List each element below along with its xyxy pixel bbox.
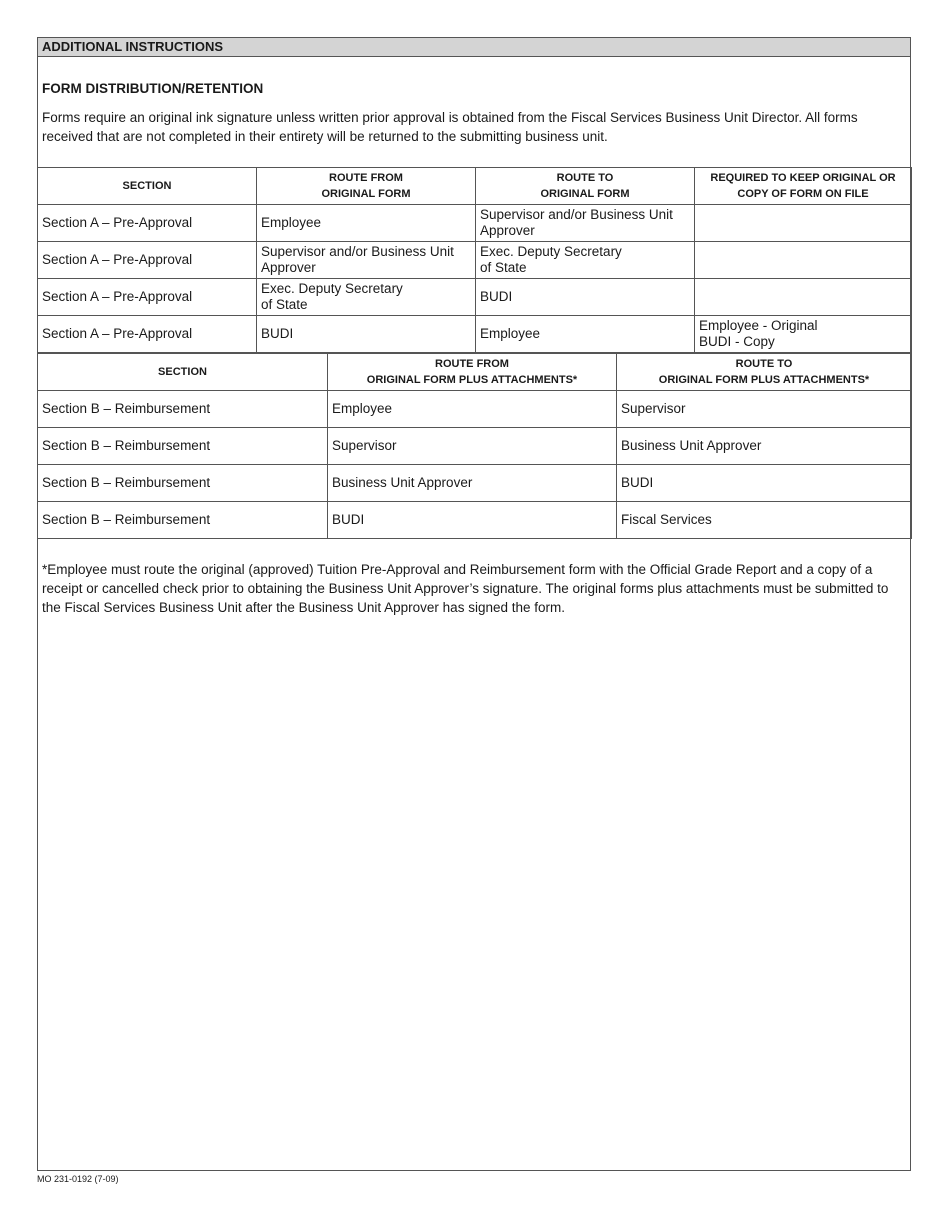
section-cell-line: Section A – Pre-Approval bbox=[42, 326, 193, 341]
column-header bbox=[38, 168, 257, 205]
route-to-cell bbox=[476, 242, 695, 279]
column-header-line: REQUIRED TO KEEP ORIGINAL OR bbox=[710, 172, 896, 184]
column-header-line: ORIGINAL FORM bbox=[321, 188, 411, 200]
keep-on-file-cell bbox=[695, 242, 912, 279]
table-row bbox=[38, 391, 912, 428]
section-cell bbox=[38, 428, 328, 465]
column-header-line: ORIGINAL FORM PLUS ATTACHMENTS* bbox=[366, 374, 578, 386]
section-cell-line: Section B – Reimbursement bbox=[42, 438, 211, 453]
column-header-line: ROUTE FROM bbox=[435, 358, 509, 370]
route-to-cell-line: Approver bbox=[480, 223, 535, 238]
section-cell bbox=[38, 279, 257, 316]
route-to-cell bbox=[476, 279, 695, 316]
route-to-cell bbox=[476, 316, 695, 353]
column-header-line: ROUTE FROM bbox=[329, 172, 403, 184]
route-to-cell bbox=[617, 502, 912, 539]
section-cell-line: Section A – Pre-Approval bbox=[42, 215, 193, 230]
table-header-row bbox=[38, 354, 912, 391]
section-cell bbox=[38, 502, 328, 539]
column-header bbox=[695, 168, 912, 205]
route-to-cell bbox=[617, 428, 912, 465]
column-header bbox=[617, 354, 912, 391]
column-header bbox=[476, 168, 695, 205]
table-row bbox=[38, 502, 912, 539]
pre-approval-routing-table bbox=[37, 167, 912, 353]
route-from-cell-line: Approver bbox=[261, 260, 316, 275]
route-from-cell-line: BUDI bbox=[332, 512, 365, 527]
reimbursement-routing-table bbox=[37, 353, 912, 539]
table-row bbox=[38, 465, 912, 502]
distribution-text: Forms require an original ink signature unless written prior approval is obtained from the Fiscal Services Business Unit Director. All forms received that are not completed in their entirety will be returned to the submitting business unit. bbox=[42, 110, 858, 144]
section-cell bbox=[38, 205, 257, 242]
route-to-cell-line: of State bbox=[480, 260, 527, 275]
column-header-line: ROUTE TO bbox=[735, 358, 793, 370]
section-cell bbox=[38, 242, 257, 279]
table-row bbox=[38, 242, 912, 279]
column-header-line: ORIGINAL FORM PLUS ATTACHMENTS* bbox=[658, 374, 870, 386]
keep-on-file-cell bbox=[695, 279, 912, 316]
keep-on-file-cell-line: Employee - Original bbox=[699, 318, 818, 333]
route-from-cell-line: of State bbox=[261, 297, 308, 312]
route-from-cell bbox=[328, 465, 617, 502]
distribution-title: FORM DISTRIBUTION/RETENTION bbox=[42, 81, 264, 96]
route-to-cell-line: Supervisor and/or Business Unit bbox=[480, 207, 673, 222]
column-header-line: SECTION bbox=[122, 180, 172, 192]
route-from-cell-line: Exec. Deputy Secretary bbox=[261, 281, 403, 296]
keep-on-file-cell bbox=[695, 205, 912, 242]
section-header: ADDITIONAL INSTRUCTIONS bbox=[38, 38, 910, 57]
keep-on-file-cell bbox=[695, 316, 912, 353]
route-from-cell-line: Employee bbox=[332, 401, 393, 416]
column-header-line: ROUTE TO bbox=[556, 172, 614, 184]
route-to-cell-line: Business Unit Approver bbox=[621, 438, 762, 453]
section-cell-line: Section B – Reimbursement bbox=[42, 512, 211, 527]
keep-on-file-cell-line: BUDI - Copy bbox=[699, 334, 775, 349]
column-header bbox=[328, 354, 617, 391]
route-to-cell-line: BUDI bbox=[621, 475, 654, 490]
column-header bbox=[38, 354, 328, 391]
route-from-cell bbox=[257, 205, 476, 242]
route-from-cell bbox=[257, 279, 476, 316]
table-row bbox=[38, 205, 912, 242]
route-to-cell bbox=[617, 465, 912, 502]
route-to-cell-line: Employee bbox=[480, 326, 541, 341]
column-header bbox=[257, 168, 476, 205]
route-from-cell bbox=[328, 428, 617, 465]
route-from-cell-line: Employee bbox=[261, 215, 322, 230]
section-cell-line: Section B – Reimbursement bbox=[42, 401, 211, 416]
section-cell bbox=[38, 391, 328, 428]
table-row bbox=[38, 316, 912, 353]
route-from-cell-line: BUDI bbox=[261, 326, 294, 341]
column-header-line: SECTION bbox=[158, 366, 207, 378]
column-header-line: ORIGINAL FORM bbox=[540, 188, 630, 200]
section-cell bbox=[38, 465, 328, 502]
routing-note: *Employee must route the original (approved) Tuition Pre-Approval and Reimbursement form with the Official Grade Report and a copy of a receipt or cancelled check prior to obtaining the Business Unit Approver’s signature. The original forms plus attachments must be submitted to the Fiscal Services Business Unit after the Business Unit Approver has signed the form. bbox=[42, 562, 889, 615]
table-row bbox=[38, 428, 912, 465]
table-header-row bbox=[38, 168, 912, 205]
route-from-cell bbox=[257, 242, 476, 279]
route-to-cell bbox=[476, 205, 695, 242]
route-from-cell bbox=[328, 391, 617, 428]
section-cell bbox=[38, 316, 257, 353]
route-from-cell-line: Business Unit Approver bbox=[332, 475, 473, 490]
section-cell-line: Section A – Pre-Approval bbox=[42, 252, 193, 267]
route-from-cell bbox=[328, 502, 617, 539]
form-number: MO 231-0192 (7-09) bbox=[37, 1174, 119, 1184]
route-to-cell-line: Supervisor bbox=[621, 401, 686, 416]
table-row bbox=[38, 279, 912, 316]
route-from-cell-line: Supervisor bbox=[332, 438, 397, 453]
route-to-cell bbox=[617, 391, 912, 428]
instructions-frame bbox=[37, 37, 911, 1171]
column-header-line: COPY OF FORM ON FILE bbox=[737, 188, 869, 200]
section-cell-line: Section B – Reimbursement bbox=[42, 475, 211, 490]
route-from-cell-line: Supervisor and/or Business Unit bbox=[261, 244, 454, 259]
route-to-cell-line: Exec. Deputy Secretary bbox=[480, 244, 622, 259]
route-from-cell bbox=[257, 316, 476, 353]
section-cell-line: Section A – Pre-Approval bbox=[42, 289, 193, 304]
route-to-cell-line: Fiscal Services bbox=[621, 512, 712, 527]
route-to-cell-line: BUDI bbox=[480, 289, 513, 304]
